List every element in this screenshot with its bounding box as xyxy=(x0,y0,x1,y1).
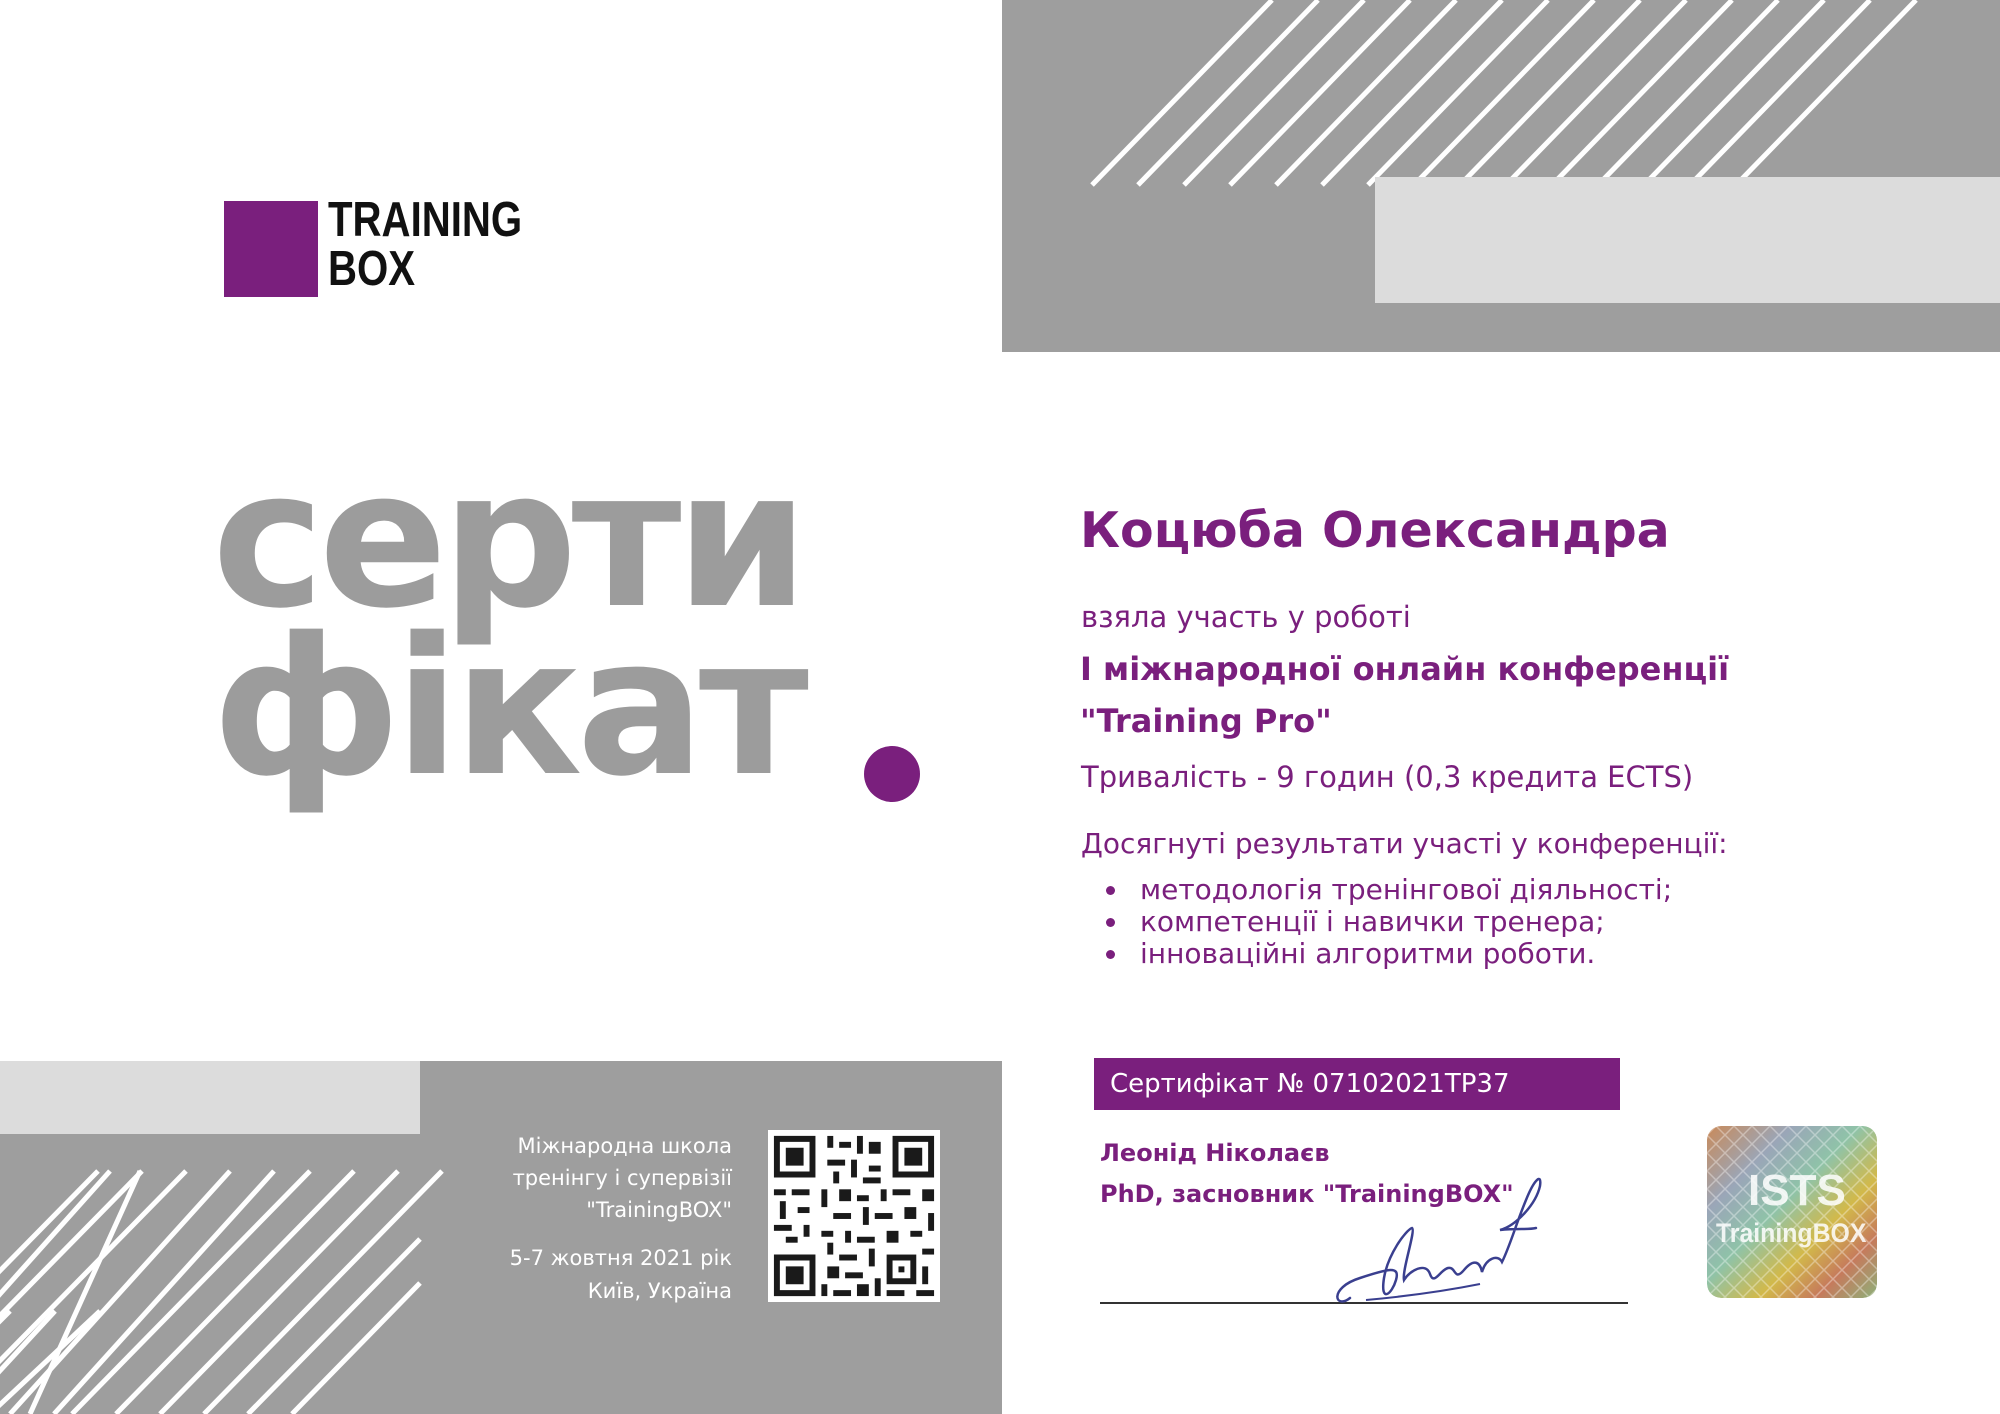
logo-square xyxy=(224,201,318,297)
qr-code-icon xyxy=(768,1130,940,1302)
bullet-icon xyxy=(1106,918,1115,927)
top-light-panel xyxy=(1375,177,2000,303)
duration-text: Тривалість - 9 годин (0,3 кредита ECTS) xyxy=(1081,760,1694,794)
school-line2: тренінгу і супервізії xyxy=(512,1166,732,1190)
hologram-text-line2: TrainingBOX xyxy=(1716,1218,1867,1248)
bullet-icon xyxy=(1106,886,1115,895)
logo-line1: TRAINING xyxy=(328,193,523,247)
result-item-text: методологія тренінгової діяльності; xyxy=(1140,873,1673,906)
conference-title-line1: І міжнародної онлайн конференції xyxy=(1080,650,1730,688)
certificate-title xyxy=(212,429,803,818)
school-name xyxy=(513,1130,732,1226)
results-list xyxy=(1098,874,1672,970)
school-line3: "TrainingBOX" xyxy=(586,1198,732,1222)
hologram-text-line1: ISTS xyxy=(1748,1166,1846,1215)
bottom-light-panel xyxy=(0,1061,420,1134)
bullet-icon xyxy=(1106,950,1115,959)
logo-text xyxy=(328,193,523,296)
logo-line2: BOX xyxy=(328,242,416,296)
participation-text: взяла участь у роботі xyxy=(1081,600,1411,634)
list-item xyxy=(1098,938,1672,970)
school-line1: Міжнародна школа xyxy=(517,1134,732,1158)
signer-name: Леонід Ніколаєв xyxy=(1100,1139,1330,1167)
title-line2: фікат xyxy=(212,597,803,818)
conference-title-line2: "Training Pro" xyxy=(1080,702,1332,740)
title-dot xyxy=(864,746,920,802)
list-item xyxy=(1098,906,1672,938)
event-info xyxy=(510,1242,732,1308)
list-item xyxy=(1098,874,1672,906)
title-line1: серти xyxy=(212,429,803,650)
event-dates: 5-7 жовтня 2021 рік xyxy=(509,1246,732,1270)
signature-image xyxy=(1330,1170,1570,1320)
recipient-name: Коцюба Олександра xyxy=(1080,502,1670,559)
signer-title: PhD, засновник "TrainingBOX" xyxy=(1100,1180,1514,1208)
event-location: Київ, Україна xyxy=(587,1279,732,1303)
result-item-text: інноваційні алгоритми роботи. xyxy=(1140,937,1596,970)
certificate-number: Сертифікат № 07102021ТР37 xyxy=(1110,1069,1510,1099)
result-item-text: компетенції і навички тренера; xyxy=(1140,905,1605,938)
results-heading: Досягнуті результати участі у конференції: xyxy=(1081,827,1728,860)
